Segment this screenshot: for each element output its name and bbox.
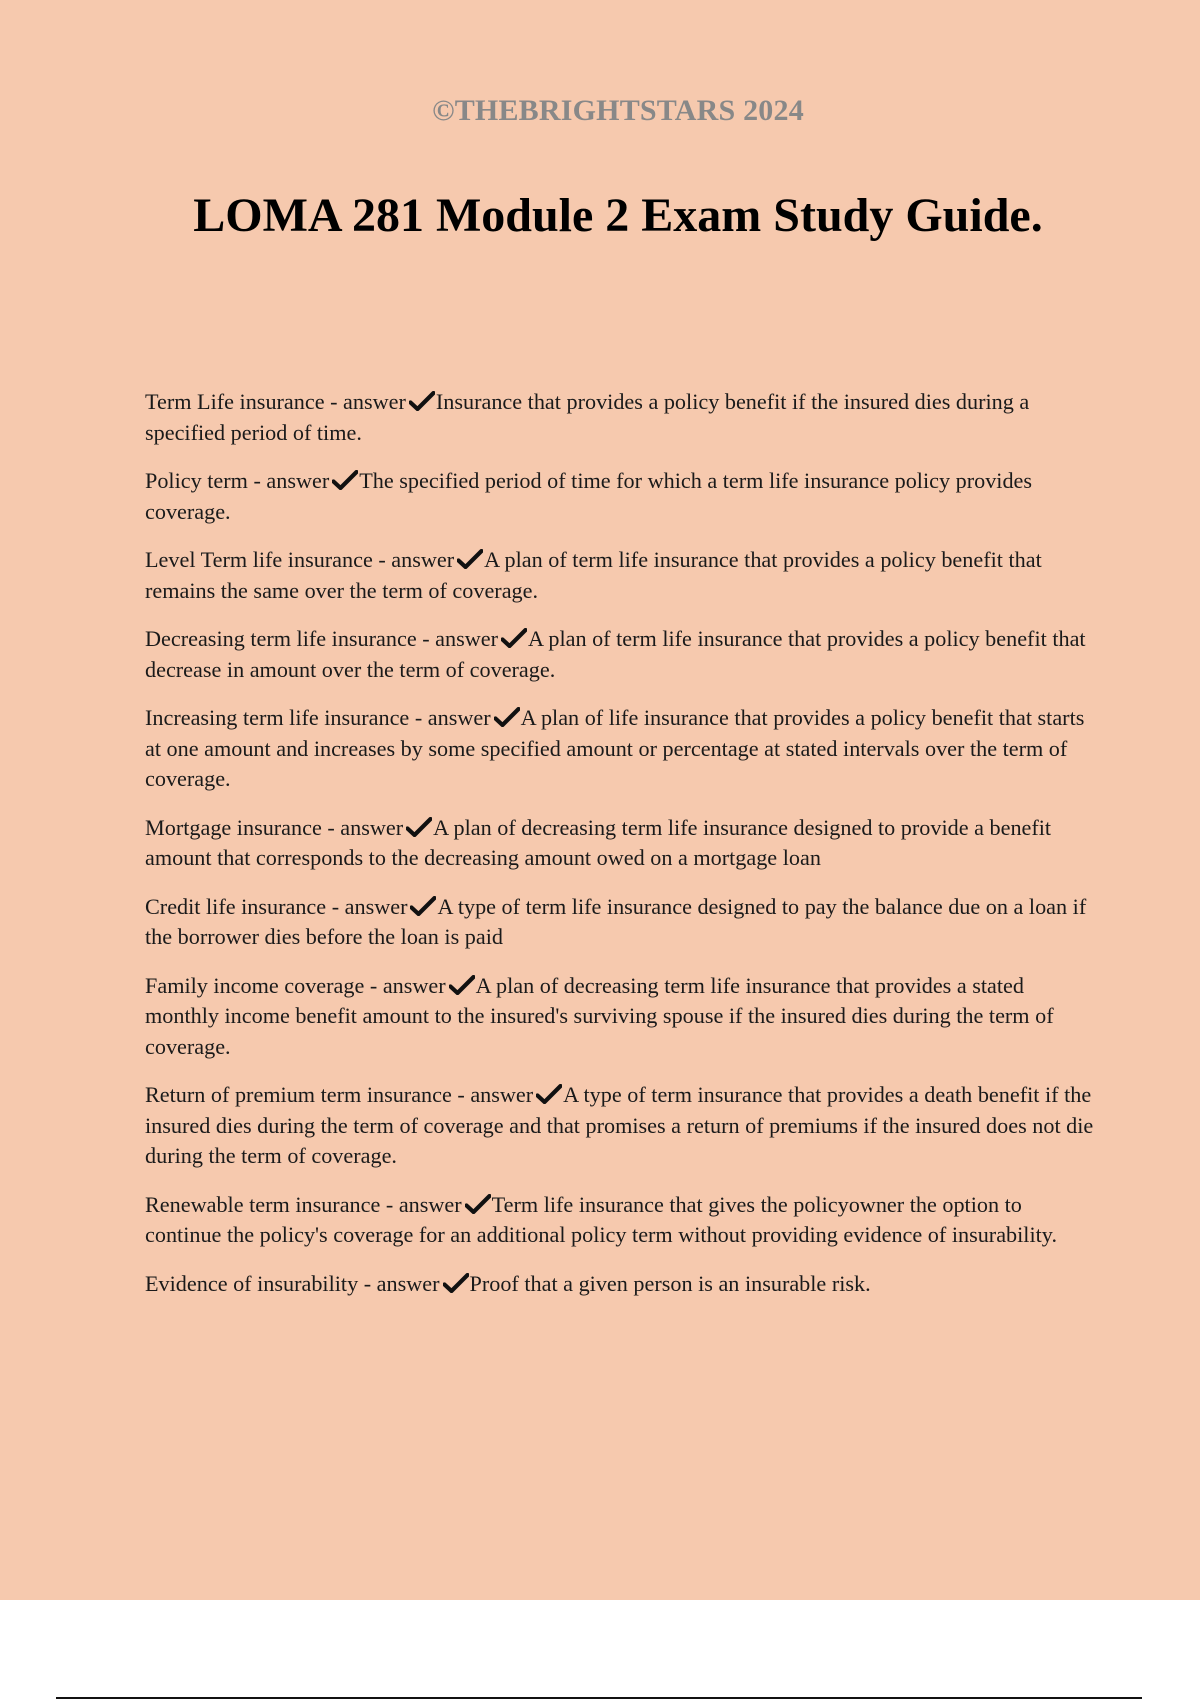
qa-list (145, 387, 1095, 1317)
qa-definition: A plan of term life insurance that provides a policy benefit that remains the same over the term of coverage. (145, 547, 1042, 603)
check-icon (494, 707, 520, 727)
answer-label: - answer (422, 626, 498, 651)
qa-definition: A type of term life insurance designed to pay the balance due on a loan if the borrower dies before the loan is paid (145, 893, 1087, 949)
qa-item (145, 1269, 1095, 1300)
qa-item (145, 545, 1095, 606)
answer-label: - answer (369, 972, 446, 998)
qa-definition: A type of term insurance that provides a death benefit if the insured dies during the term of coverage and that promises a return of premiums if the insured does not die during the term of coverage. (145, 1082, 1094, 1168)
answer-label: - answer (378, 547, 455, 572)
answer-label: - answer (363, 1270, 440, 1296)
qa-definition: Insurance that provides a policy benefit if the insured dies during a specified period of time. (145, 389, 1030, 445)
check-icon (443, 1273, 469, 1293)
qa-term: Family income coverage (145, 972, 365, 998)
qa-term: Term Life insurance (145, 389, 325, 414)
qa-definition: Term life insurance that gives the policyowner the option to continue the policy's coverage for an additional policy term without providing evidence of insurability. (145, 1191, 1057, 1247)
qa-definition: A plan of term life insurance that provides a policy benefit that decrease in amount over the term of coverage. (145, 626, 1086, 682)
qa-item (145, 971, 1095, 1063)
qa-term: Return of premium term insurance (145, 1082, 452, 1107)
qa-item (145, 813, 1095, 874)
check-icon (406, 817, 432, 837)
qa-item (145, 1190, 1095, 1251)
check-icon (465, 1194, 491, 1214)
answer-label: - answer (385, 1191, 462, 1217)
qa-term: Policy term (145, 468, 248, 493)
qa-term: Increasing term life insurance (145, 705, 410, 730)
check-icon (409, 391, 435, 411)
answer-label: - answer (253, 468, 330, 493)
qa-definition: A plan of life insurance that provides a policy benefit that starts at one amount and increases by some specified amount or percentage at stated intervals over the term of coverage. (145, 705, 1085, 791)
check-icon (457, 549, 483, 569)
qa-term: Renewable term insurance (145, 1191, 381, 1217)
qa-item (145, 387, 1095, 448)
qa-definition: Proof that a given person is an insurable risk. (469, 1270, 871, 1296)
qa-item (145, 892, 1095, 953)
check-icon (449, 975, 475, 995)
check-icon (332, 470, 358, 490)
page-title: LOMA 281 Module 2 Exam Study Guide. (193, 189, 1043, 242)
qa-term: Decreasing term life insurance (145, 626, 417, 651)
footer-divider (56, 1697, 1142, 1699)
answer-label: - answer (331, 893, 408, 919)
qa-item (145, 466, 1095, 527)
answer-label: - answer (327, 814, 404, 840)
qa-definition: A plan of decreasing term life insurance designed to provide a benefit amount that corresponds to the decreasing amount owed on a mortgage loan (145, 814, 1052, 870)
qa-definition: A plan of decreasing term life insurance that provides a stated monthly income benefit amount to the insured's surviving spouse if the insured dies during the term of coverage. (145, 972, 1054, 1059)
answer-label: - answer (414, 705, 491, 730)
qa-item (145, 703, 1095, 795)
qa-definition: The specified period of time for which a term life insurance policy provides coverage. (145, 468, 1033, 524)
copyright-notice: ©THEBRIGHTSTARS 2024 (432, 94, 804, 127)
answer-label: - answer (457, 1082, 534, 1107)
qa-item (145, 624, 1095, 685)
check-icon (410, 896, 436, 916)
qa-term: Level Term life insurance (145, 547, 373, 572)
check-icon (536, 1084, 562, 1104)
qa-item (145, 1080, 1095, 1172)
answer-label: - answer (330, 389, 406, 414)
qa-term: Evidence of insurability (145, 1270, 359, 1296)
qa-term: Mortgage insurance (145, 814, 322, 840)
qa-term: Credit life insurance (145, 893, 327, 919)
check-icon (501, 628, 527, 648)
